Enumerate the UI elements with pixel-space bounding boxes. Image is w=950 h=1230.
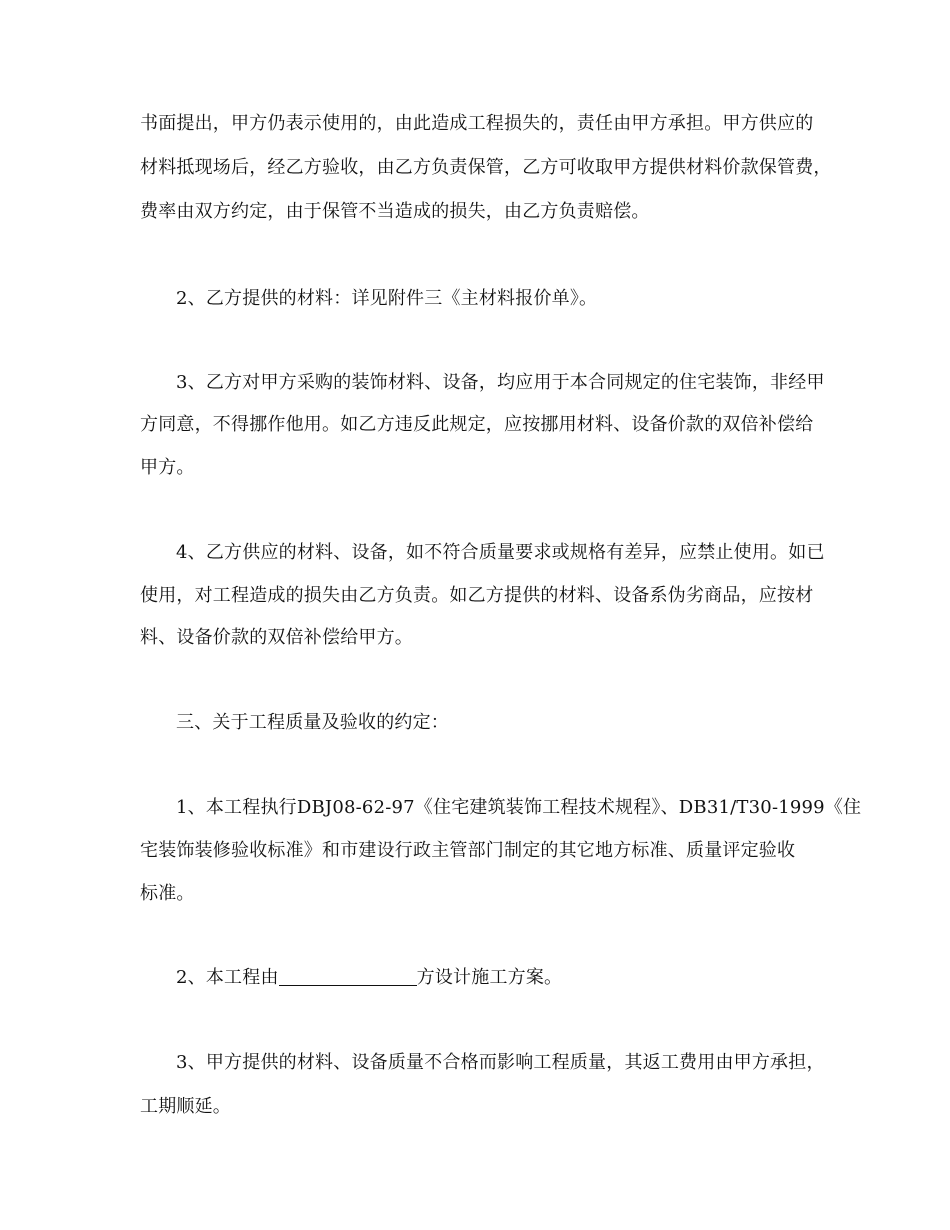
paragraph-line: 宅装饰装修验收标准》和市建设行政主管部门制定的其它地方标准、质量评定验收 [140, 840, 796, 861]
paragraph-line: 3、乙方对甲方采购的装饰材料、设备，均应用于本合同规定的住宅装饰，非经甲 [176, 372, 825, 393]
blank-prefix-text: 2、本工程由 [176, 967, 279, 988]
section-heading: 三、关于工程质量及验收的约定： [176, 712, 449, 733]
fill-in-blank [279, 967, 417, 986]
paragraph-line: 材料抵现场后，经乙方验收，由乙方负责保管，乙方可收取甲方提供材料价款保管费， [140, 157, 832, 178]
paragraph-line: 方同意，不得挪作他用。如乙方违反此规定，应按挪用材料、设备价款的双倍补偿给 [140, 414, 814, 435]
paragraph-line: 3、甲方提供的材料、设备质量不合格而影响工程质量，其返工费用由甲方承担， [176, 1052, 825, 1073]
paragraph-line: 4、乙方供应的材料、设备，如不符合质量要求或规格有差异，应禁止使用。如已 [176, 542, 825, 563]
paragraph-line: 1、本工程执行DBJ08-62-97《住宅建筑装饰工程技术规程》、DB31/T30-1999《住 [176, 797, 862, 818]
paragraph-line: 工期顺延。 [140, 1096, 231, 1117]
paragraph-line: 书面提出，甲方仍表示使用的，由此造成工程损失的，责任由甲方承担。甲方供应的 [140, 113, 814, 134]
paragraph-line: 甲方。 [140, 457, 195, 478]
paragraph-line: 标准。 [140, 883, 195, 904]
blank-suffix-text: 方设计施工方案。 [416, 967, 563, 988]
paragraph-line [176, 966, 856, 990]
paragraph-line: 费率由双方约定，由于保管不当造成的损失，由乙方负责赔偿。 [140, 201, 650, 222]
paragraph-line: 使用，对工程造成的损失由乙方负责。如乙方提供的材料、设备系伪劣商品，应按材 [140, 585, 814, 606]
paragraph-line: 料、设备价款的双倍补偿给甲方。 [140, 627, 413, 648]
paragraph-line: 2、乙方提供的材料：详见附件三《主材料报价单》。 [176, 288, 598, 309]
